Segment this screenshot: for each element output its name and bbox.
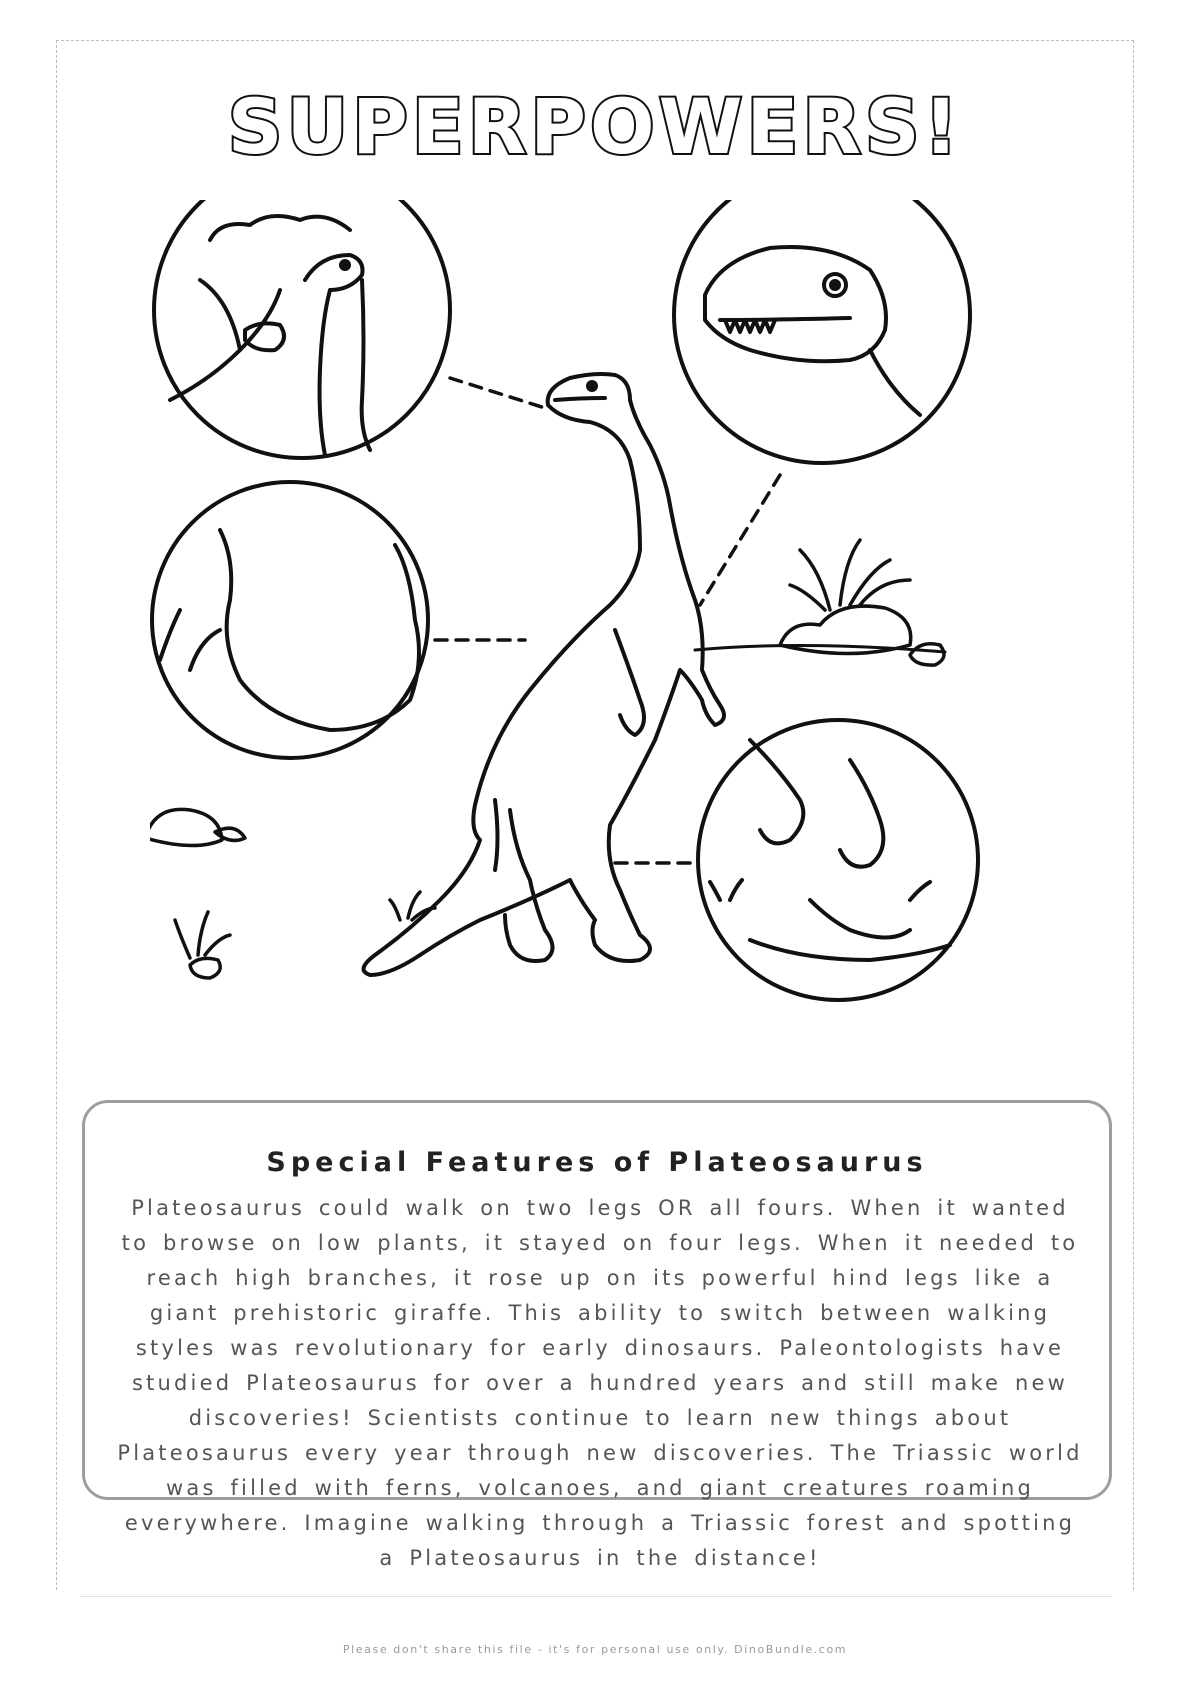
info-heading: Special Features of Plateosaurus: [266, 1147, 928, 1178]
title-wrap: [0, 82, 1190, 171]
footer-rule: [80, 1596, 1112, 1597]
circle-head-teeth: [674, 200, 970, 463]
info-box: [82, 1100, 1112, 1570]
circle-belly: [152, 482, 428, 758]
page-title: SUPERPOWERS!: [227, 82, 963, 171]
circle-feeding-high: [154, 200, 450, 458]
info-body: Plateosaurus could walk on two legs OR all fours. When it wanted to browse on low plants, it stayed on four legs. When it needed to reach high branches, it rose up on its powerful hind legs like a giant prehistoric giraffe. This ability to switch between walking styles was revolutionary for early dinosaurs. Paleontologists have studied Plateosaurus for over a hundred years and still make new discoveries! Scientists continue to learn new things about Plateosaurus every year through new discoveries. The Triassic world was filled with ferns, volcanoes, and giant creatures roaming everywhere. Imagine walking through a Triassic forest and spotting a Plateosaurus in the distance!: [117, 1196, 1083, 1570]
coloring-illustration: [150, 200, 1050, 1080]
circle-hands: [698, 720, 978, 1000]
footer-note: Please don't share this file - it's for personal use only. DinoBundle.com: [342, 1643, 848, 1656]
connector-lines: [435, 378, 780, 863]
